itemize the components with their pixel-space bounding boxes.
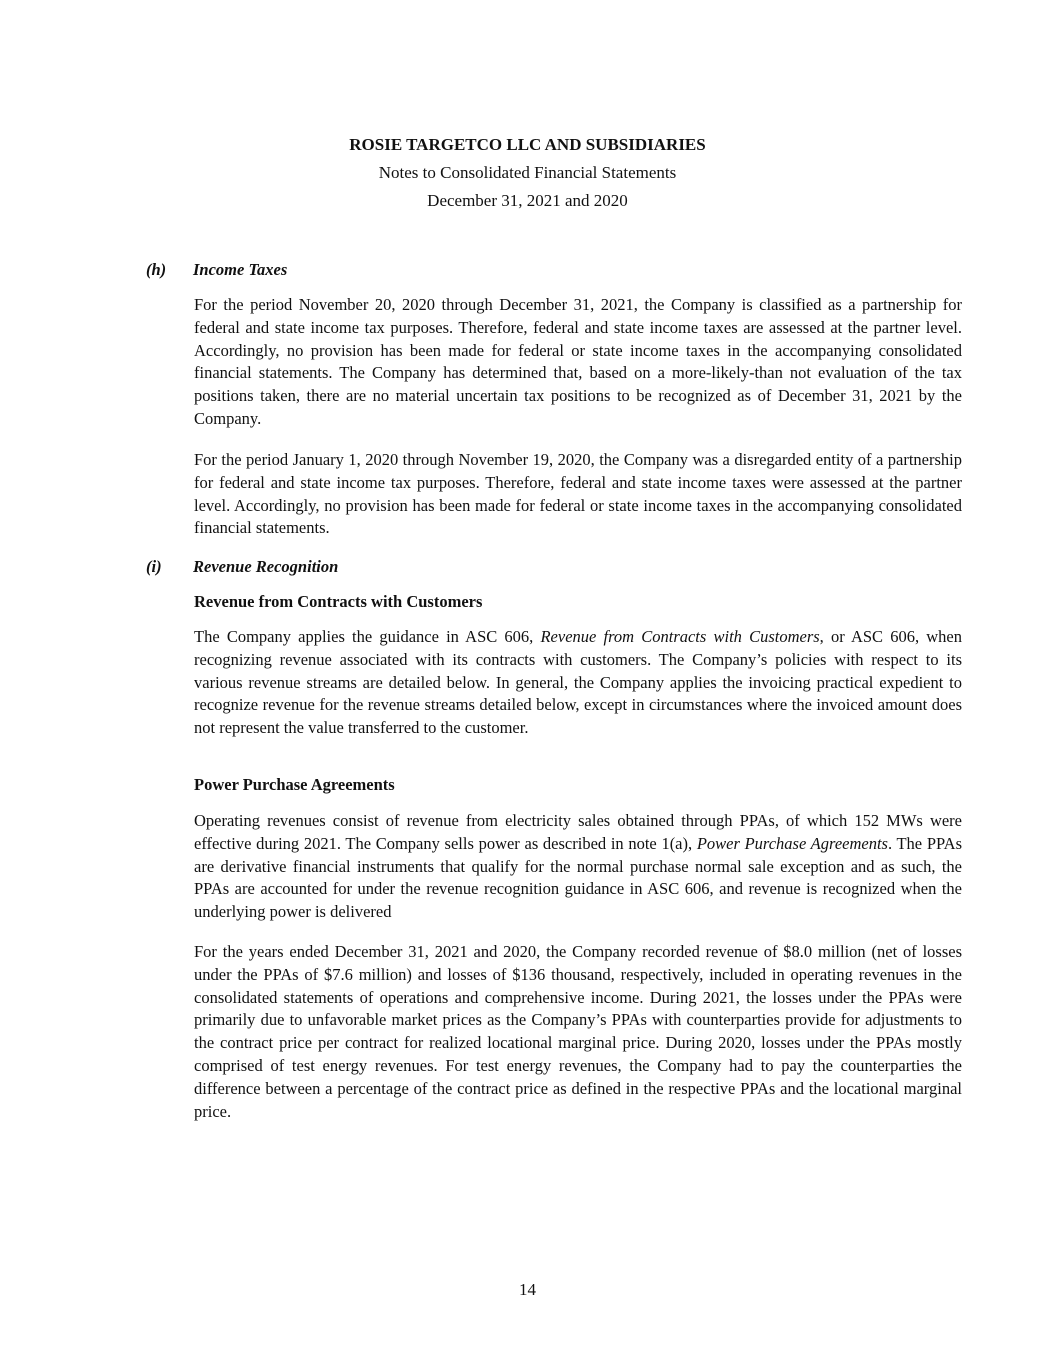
contracts-paragraph (194, 626, 962, 740)
income-taxes-paragraph-2: For the period January 1, 2020 through November 19, 2020, the Company was a disregarded entity of a partnership for federal and state income tax purposes. Therefore, federal and state income taxes were assessed at the partner level. Accordingly, no provision has been made for federal or state income taxes in the accompanying consolidated financial statements. (194, 450, 962, 538)
subheading-power-purchase-agreements: Power Purchase Agreements (194, 775, 395, 794)
income-taxes-paragraph-1: For the period November 20, 2020 through December 31, 2021, the Company is classified as a partnership for federal and state income tax purposes. Therefore, federal and state income taxes are assessed at the partner level. Accordingly, no provision has been made for federal or state income taxes in the accompanying consolidated financial statements. The Company has determined that, based on a more-likely-than not evaluation of the tax positions taken, there are no material uncertain tax positions to be recognized as of December 31, 2021 by the Company. (194, 295, 962, 428)
text-run: Operating revenues consist of revenue from electricity sales obtained through PPAs, of which 152 MWs were effective during 2021. The Company sells power as described in note 1(a), (194, 811, 962, 853)
company-title: ROSIE TARGETCO LLC AND SUBSIDIARIES (349, 135, 706, 154)
section-heading-income-taxes (146, 260, 287, 280)
asc-606-title: Revenue from Contracts with Customers (540, 627, 820, 646)
page-header (0, 131, 1055, 215)
text-run: The Company applies the guidance in ASC 606, (194, 627, 541, 646)
text-run: , or ASC 606, when recognizing revenue associated with its contracts with customers. The Company’s policies with respect to its various revenue streams are detailed below. In general, the Company applies the invoicing practical expedient to recognize revenue for the revenue streams detailed below, except in circumstances where the invoiced amount does not represent the value transferred to the customer. (194, 627, 962, 738)
text-run: . The PPAs are derivative financial instruments that qualify for the normal purchase normal sale exception and as such, the PPAs are accounted for under the revenue recognition guidance in ASC 606, and revenue is recognized when the underlying power is delivered (194, 833, 962, 922)
document-subtitle: Notes to Consolidated Financial Statements (378, 163, 677, 182)
note-reference-title: Power Purchase Agreements (696, 833, 888, 853)
statement-dates: December 31, 2021 and 2020 (427, 191, 628, 210)
section-marker: (h) (146, 260, 167, 279)
ppa-paragraph-1 (194, 810, 962, 924)
section-heading-revenue-recognition (146, 557, 338, 577)
ppa-paragraph-2: For the years ended December 31, 2021 and 2020, the Company recorded revenue of $8.0 million (net of losses under the PPAs of $7.6 million) and losses of $136 thousand, respectively, included in operating revenues in the consolidated statements of operations and comprehensive income. During 2021, the losses under the PPAs were primarily due to unfavorable market prices as the Company’s PPAs with counterparties provide for adjustments to the contract price per contract for realized locational marginal price. During 2020, losses under the PPAs mostly comprised of test energy revenues. For test energy revenues, the Company had to pay the counterparties the difference between a percentage of the contract price as defined in the respective PPAs and the locational marginal price. (194, 942, 962, 1121)
subheading-contracts-with-customers: Revenue from Contracts with Customers (194, 592, 483, 611)
page-number: 14 (519, 1280, 536, 1299)
section-title: Revenue Recognition (193, 557, 339, 576)
section-marker: (i) (146, 557, 162, 576)
section-title: Income Taxes (193, 260, 288, 279)
